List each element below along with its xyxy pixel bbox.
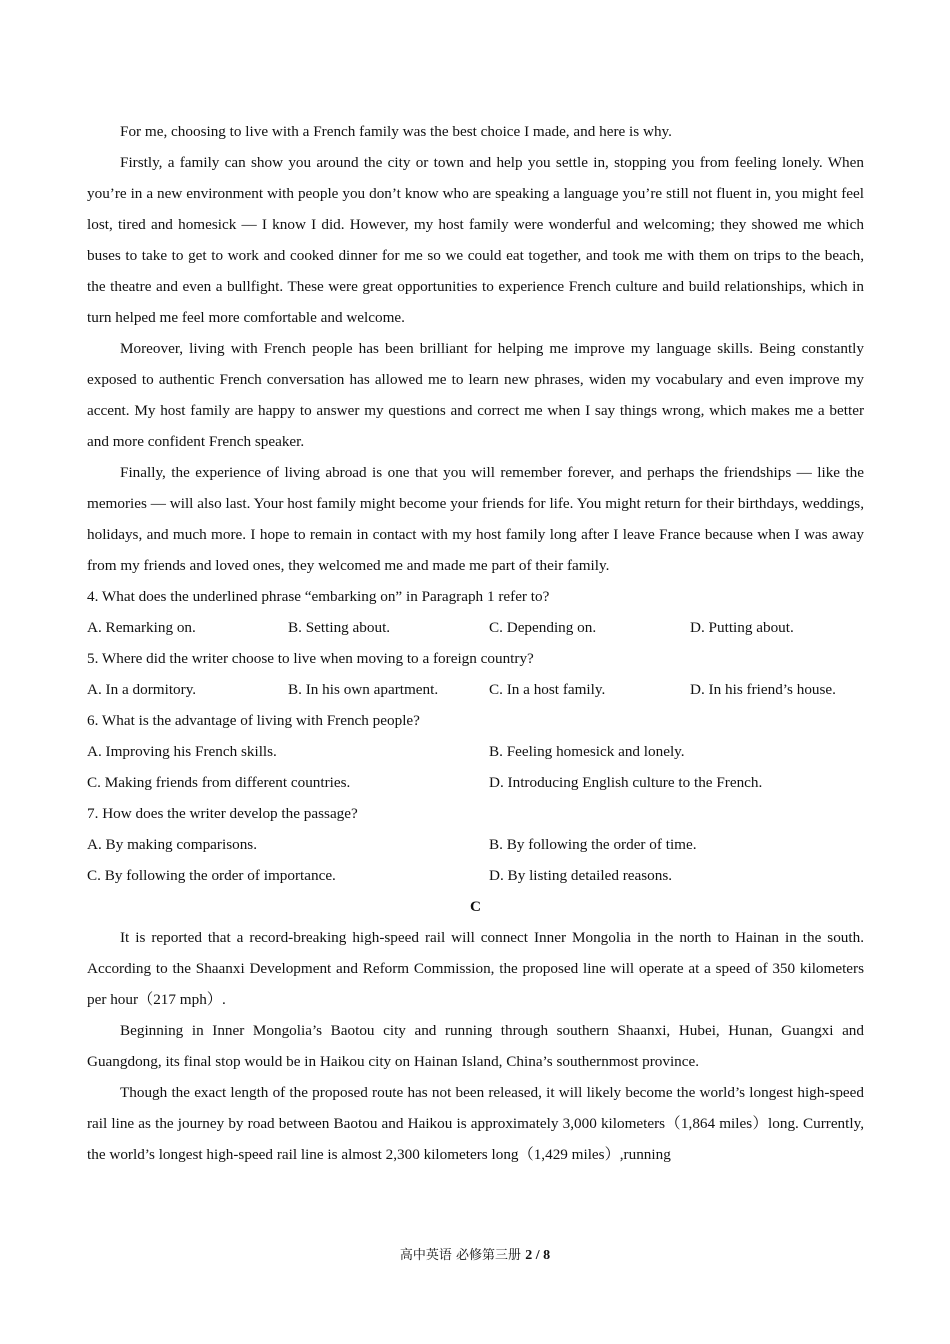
option-b: B. Setting about. — [288, 619, 391, 636]
options-row — [87, 674, 864, 705]
section-heading: C — [470, 898, 481, 915]
paragraph: Firstly, a family can show you around the city or town and help you settle in, stopping you from feeling lonely. When you’re in a new environment with people you don’t know who are speaking a language you’re still not fluent in, you might feel lost, tired and homesick — I know I did. However, my host family were wonderful and welcoming; they showed me which buses to take to get to work and cooked dinner for me so we could eat together, and took me with them on trips to the beach, the theatre and even a bullfight. These were great opportunities to experience French culture and build relationships, which in turn helped me feel more comfortable and welcome. — [87, 154, 864, 326]
question-6 — [87, 705, 864, 798]
paragraph: Beginning in Inner Mongolia’s Baotou city and running through southern Shaanxi, Hubei, Hunan, Guangxi and Guangdong, its final stop would be in Haikou city on Hainan Island, China’s southernmost province. — [87, 1022, 864, 1070]
option-b: B. By following the order of time. — [489, 836, 697, 853]
paragraph: Moreover, living with French people has been brilliant for helping me improve my language skills. Being constantly exposed to authentic French conversation has allowed me to learn new phrases, widen my vocabulary and even improve my accent. My host family are happy to answer my questions and correct me when I say things wrong, which makes me a better and more confident French speaker. — [87, 340, 864, 450]
page-number: 2 / 8 — [525, 1248, 551, 1263]
footer-subject: 高中英语 必修第三册 — [399, 1248, 522, 1263]
question-stem: 4. What does the underlined phrase “embarking on” in Paragraph 1 refer to? — [87, 588, 550, 605]
options-row — [87, 612, 864, 643]
paragraph: For me, choosing to live with a French family was the best choice I made, and here is why. — [120, 123, 672, 140]
option-a: A. Improving his French skills. — [87, 743, 277, 760]
option-c: C. In a host family. — [489, 681, 606, 698]
paragraph: Finally, the experience of living abroad is one that you will remember forever, and perhaps the friendships — like the memories — will also last. Your host family might become your friends for life. You might return for their birthdays, weddings, holidays, and much more. I hope to remain in contact with my host family long after I leave France because when I was away from my friends and loved ones, they welcomed me and made me part of their family. — [87, 464, 864, 574]
question-5 — [87, 643, 864, 705]
paragraph: It is reported that a record-breaking high-speed rail will connect Inner Mongolia in the north to Hainan in the south. According to the Shaanxi Development and Reform Commission, the proposed line will operate at a speed of 350 kilometers per hour（217 mph）. — [87, 929, 864, 1008]
option-a: A. Remarking on. — [87, 619, 196, 636]
option-b: B. In his own apartment. — [288, 681, 439, 698]
option-a: A. By making comparisons. — [87, 836, 257, 853]
option-c: C. By following the order of importance. — [87, 867, 336, 884]
option-d: D. Putting about. — [690, 619, 794, 636]
question-4 — [87, 581, 864, 643]
option-a: A. In a dormitory. — [87, 681, 197, 698]
option-d: D. In his friend’s house. — [690, 681, 836, 698]
document-page — [87, 116, 864, 1170]
paragraph: Though the exact length of the proposed route has not been released, it will likely become the world’s longest high-speed rail line as the journey by road between Baotou and Haikou is approximately 3,000 kilometers（1,864 miles）long. Currently, the world’s longest high-speed rail line is almost 2,300 kilometers long（1,429 miles）,running — [87, 1084, 864, 1163]
option-c: C. Depending on. — [489, 619, 597, 636]
question-7 — [87, 798, 864, 891]
option-d: D. By listing detailed reasons. — [489, 867, 673, 884]
option-c: C. Making friends from different countries. — [87, 774, 351, 791]
passage-c — [87, 891, 864, 1170]
option-b: B. Feeling homesick and lonely. — [489, 743, 685, 760]
options-grid — [87, 829, 864, 891]
question-stem: 7. How does the writer develop the passage? — [87, 805, 358, 822]
page-footer — [0, 1244, 950, 1264]
question-stem: 5. Where did the writer choose to live when moving to a foreign country? — [87, 650, 534, 667]
options-grid — [87, 736, 864, 798]
option-d: D. Introducing English culture to the French. — [489, 774, 763, 791]
passage-b — [87, 116, 864, 581]
question-stem: 6. What is the advantage of living with French people? — [87, 712, 420, 729]
